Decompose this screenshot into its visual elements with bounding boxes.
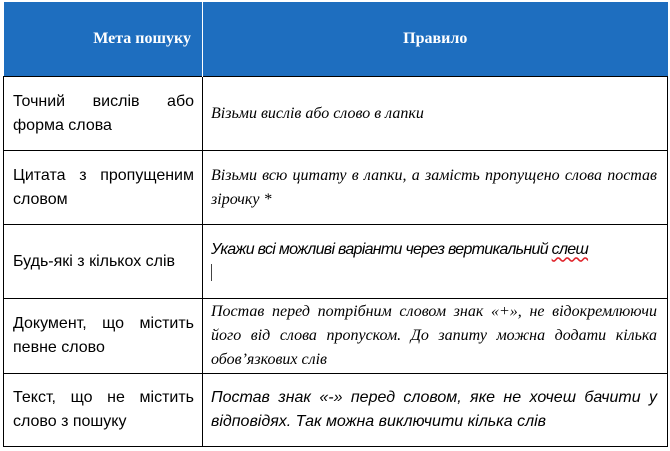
text-cursor: [211, 264, 212, 281]
search-goal-cell: Точний вислів або форма слова: [4, 77, 203, 151]
rule-cell: Візьми вислів або слово в лапки: [203, 77, 668, 151]
search-goal-cell: Документ, що містить певне слово: [4, 299, 203, 374]
table-row: [4, 151, 668, 225]
table-row: [4, 374, 668, 447]
table-row: [4, 225, 668, 299]
rule-cell: Постав знак «-» перед словом, яке не хочеш бачити у відповідях. Так можна виключити кілька слів: [203, 374, 668, 447]
rule-cell[interactable]: [203, 225, 668, 299]
header-search-goal: Мета пошуку: [4, 2, 203, 77]
search-goal-cell: Текст, що не містить слово з пошуку: [4, 374, 203, 447]
search-goal-cell: Цитата з пропущеним словом: [4, 151, 203, 225]
rule-text: Укажи всі можливі варіанти через вертикальний: [211, 240, 548, 258]
table-header-row: [4, 2, 668, 77]
header-rule: Правило: [203, 2, 668, 77]
spellcheck-flagged-word[interactable]: слеш: [551, 240, 589, 258]
rule-cell: Постав перед потрібним словом знак «+», не відокремлюючи його від слова пропуском. До запиту можна додати кілька обов’язкових слів: [203, 299, 668, 374]
rule-cell: Візьми всю цитату в лапки, а замість пропущено слова постав зірочку *: [203, 151, 668, 225]
table-row: [4, 77, 668, 151]
search-rules-table: [3, 2, 668, 447]
search-goal-cell: Будь-які з кількох слів: [4, 225, 203, 299]
table-row: [4, 299, 668, 374]
